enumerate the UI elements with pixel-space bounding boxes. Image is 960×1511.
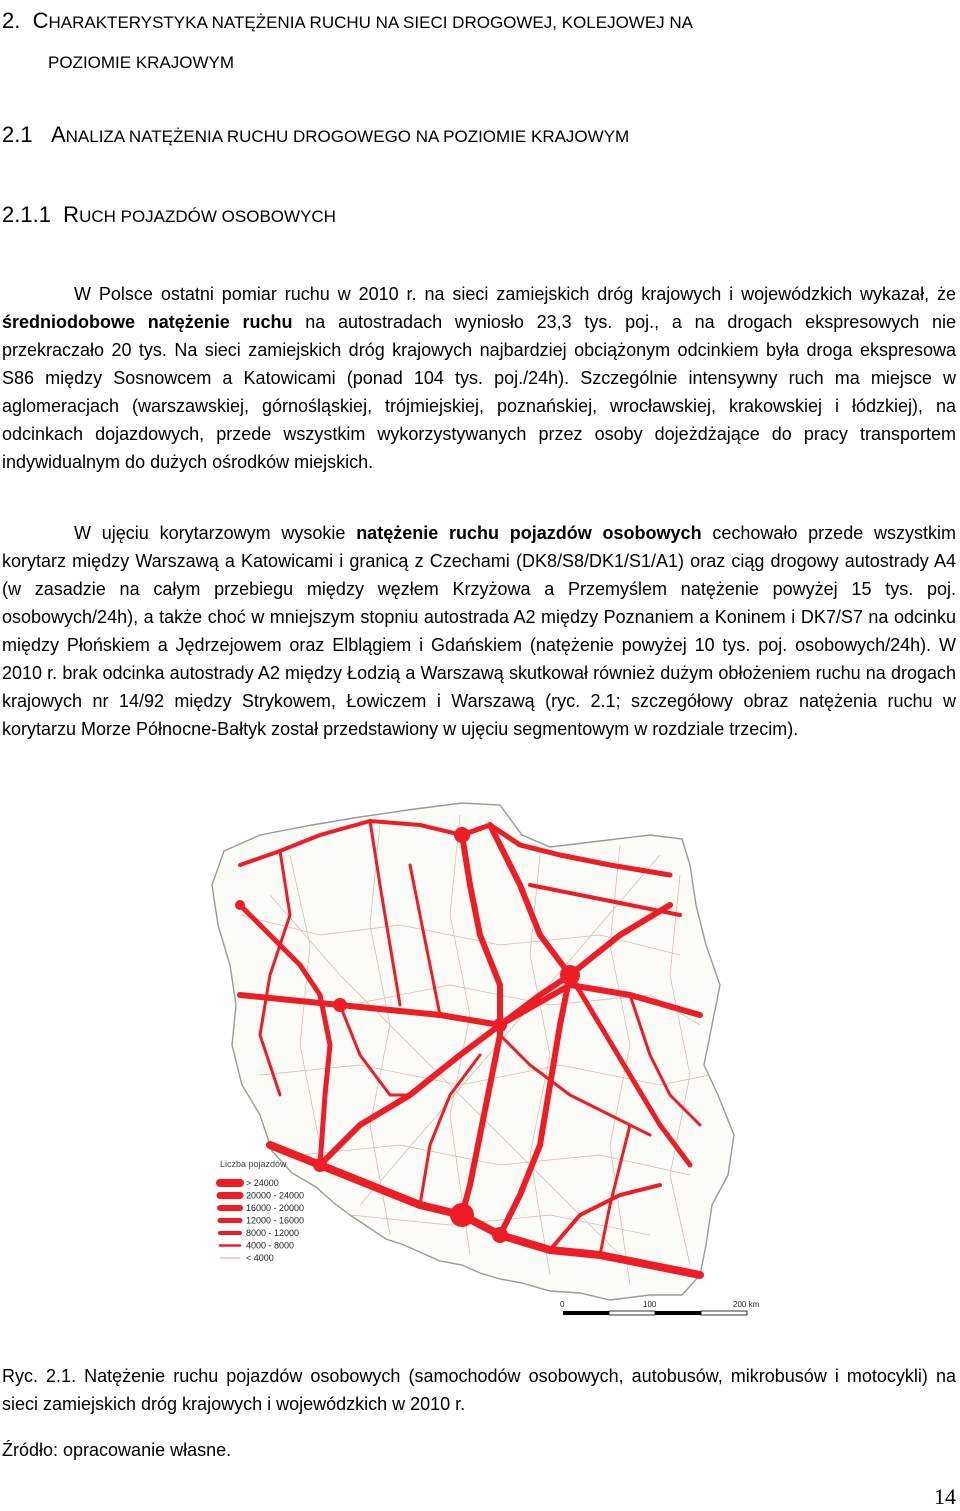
section-title-rest: NALIZA NATĘŻENIA RUCHU DROGOWEGO NA POZIOMIE KRAJOWYM — [65, 127, 630, 146]
traffic-map — [200, 795, 770, 1335]
paragraph-1-bold: średniodobowe natężenie ruchu — [2, 312, 293, 332]
paragraph-2 — [2, 519, 956, 743]
chapter-title-line2: POZIOMIE KRAJOWYM — [48, 53, 235, 72]
legend-label: 12000 - 16000 — [246, 1215, 305, 1226]
figure-caption: Ryc. 2.1. Natężenie ruchu pojazdów osobowych (samochodów osobowych, autobusów, mikrobusów i motocykli) na sieci zamiejskich dróg krajowych i wojewódzkich w 2010 r. — [2, 1366, 956, 1414]
scale-label-100: 100 — [643, 1300, 657, 1309]
subsection-heading — [2, 202, 336, 228]
paragraph-2-text-b: cechowało przede wszystkim korytarz między Warszawą a Katowicami i granicą z Czechami (DK8/S8/DK1/S1/A1) oraz ciąg drogowy autostrady A4 (w zasadzie na całym przebiegu między węzłem Krzyżowa a Przemyślem natężenie powyżej 15 tys. poj. osobowych/24h), a także choć w mniejszym stopniu autostrada A2 między Poznaniem a Koninem i DK7/S7 na odcinku między Płońskiem a Jędrzejowem oraz Elblągiem i Gdańskiem (natężenie powyżej 10 tys. poj. osobowych/24h). W 2010 r. brak odcinka autostrady A2 między Łodzią a Warszawą skutkował również dużym obłożeniem ruchu na drogach krajowych nr 14/92 między Strykowem, Łowiczem i Warszawą (ryc. 2.1; szczegółowy obraz natężenia ruchu w korytarzu Morze Północne-Bałtyk został przedstawiony w ujęciu segmentowym w rozdziale trzecim). — [2, 523, 956, 739]
figure-source: Źródło: opracowanie własne. — [2, 1440, 232, 1460]
chapter-title-initial: C — [32, 8, 49, 33]
subsection-title-initial: R — [63, 202, 80, 227]
section-heading — [2, 122, 629, 148]
paragraph-2-text-a: W ujęciu korytarzowym wysokie — [74, 523, 357, 543]
scale-label-200: 200 km — [733, 1300, 760, 1309]
legend-label: 20000 - 24000 — [246, 1190, 305, 1201]
subsection-number: 2.1.1 — [2, 202, 51, 227]
legend-label: 8000 - 12000 — [246, 1228, 300, 1238]
section-number: 2.1 — [2, 122, 33, 147]
paragraph-2-bold: natężenie ruchu pojazdów osobowych — [356, 523, 702, 543]
legend-title: Liczba pojazdów — [220, 1159, 287, 1169]
subsection-title-rest: UCH POJAZDÓW OSOBOWYCH — [79, 207, 336, 226]
paragraph-1 — [2, 280, 956, 476]
map-legend — [220, 1159, 304, 1263]
legend-label: < 4000 — [246, 1253, 274, 1263]
section-title-initial: A — [50, 122, 66, 147]
chapter-heading — [2, 2, 693, 82]
legend-label: 16000 - 20000 — [246, 1203, 305, 1213]
page-number: 14 — [934, 1484, 956, 1509]
chapter-title-rest: HARAKTERYSTYKA NATĘŻENIA RUCHU NA SIECI DROGOWEJ, KOLEJOWEJ NA — [48, 13, 694, 32]
scale-bar — [560, 1300, 760, 1315]
paragraph-1-text-a: W Polsce ostatni pomiar ruchu w 2010 r. na sieci zamiejskich dróg krajowych i wojewódzkich wykazał, że — [74, 284, 956, 304]
paragraph-1-text-b: na autostradach wyniosło 23,3 tys. poj., a na drogach ekspresowych nie przekraczało 20 tys. Na sieci zamiejskich dróg krajowych najbardziej obciążonym odcinkiem była droga ekspresowa S86 między Sosnowcem a Katowicami (ponad 104 tys. poj./24h). Szczególnie intensywny ruch ma miejsce w aglomeracjach (warszawskiej, górnośląskiej, trójmiejskiej, poznańskiej, wrocławskiej, krakowskiej i łódzkiej), na odcinkach dojazdowych, przede wszystkim wykorzystywanych przez osoby dojeżdżające do pracy transportem indywidualnym do dużych ośrodków miejskich. — [2, 312, 956, 472]
legend-label: 4000 - 8000 — [246, 1240, 295, 1251]
scale-label-0: 0 — [560, 1300, 565, 1309]
chapter-number: 2. — [2, 8, 21, 33]
legend-label: > 24000 — [246, 1178, 279, 1188]
